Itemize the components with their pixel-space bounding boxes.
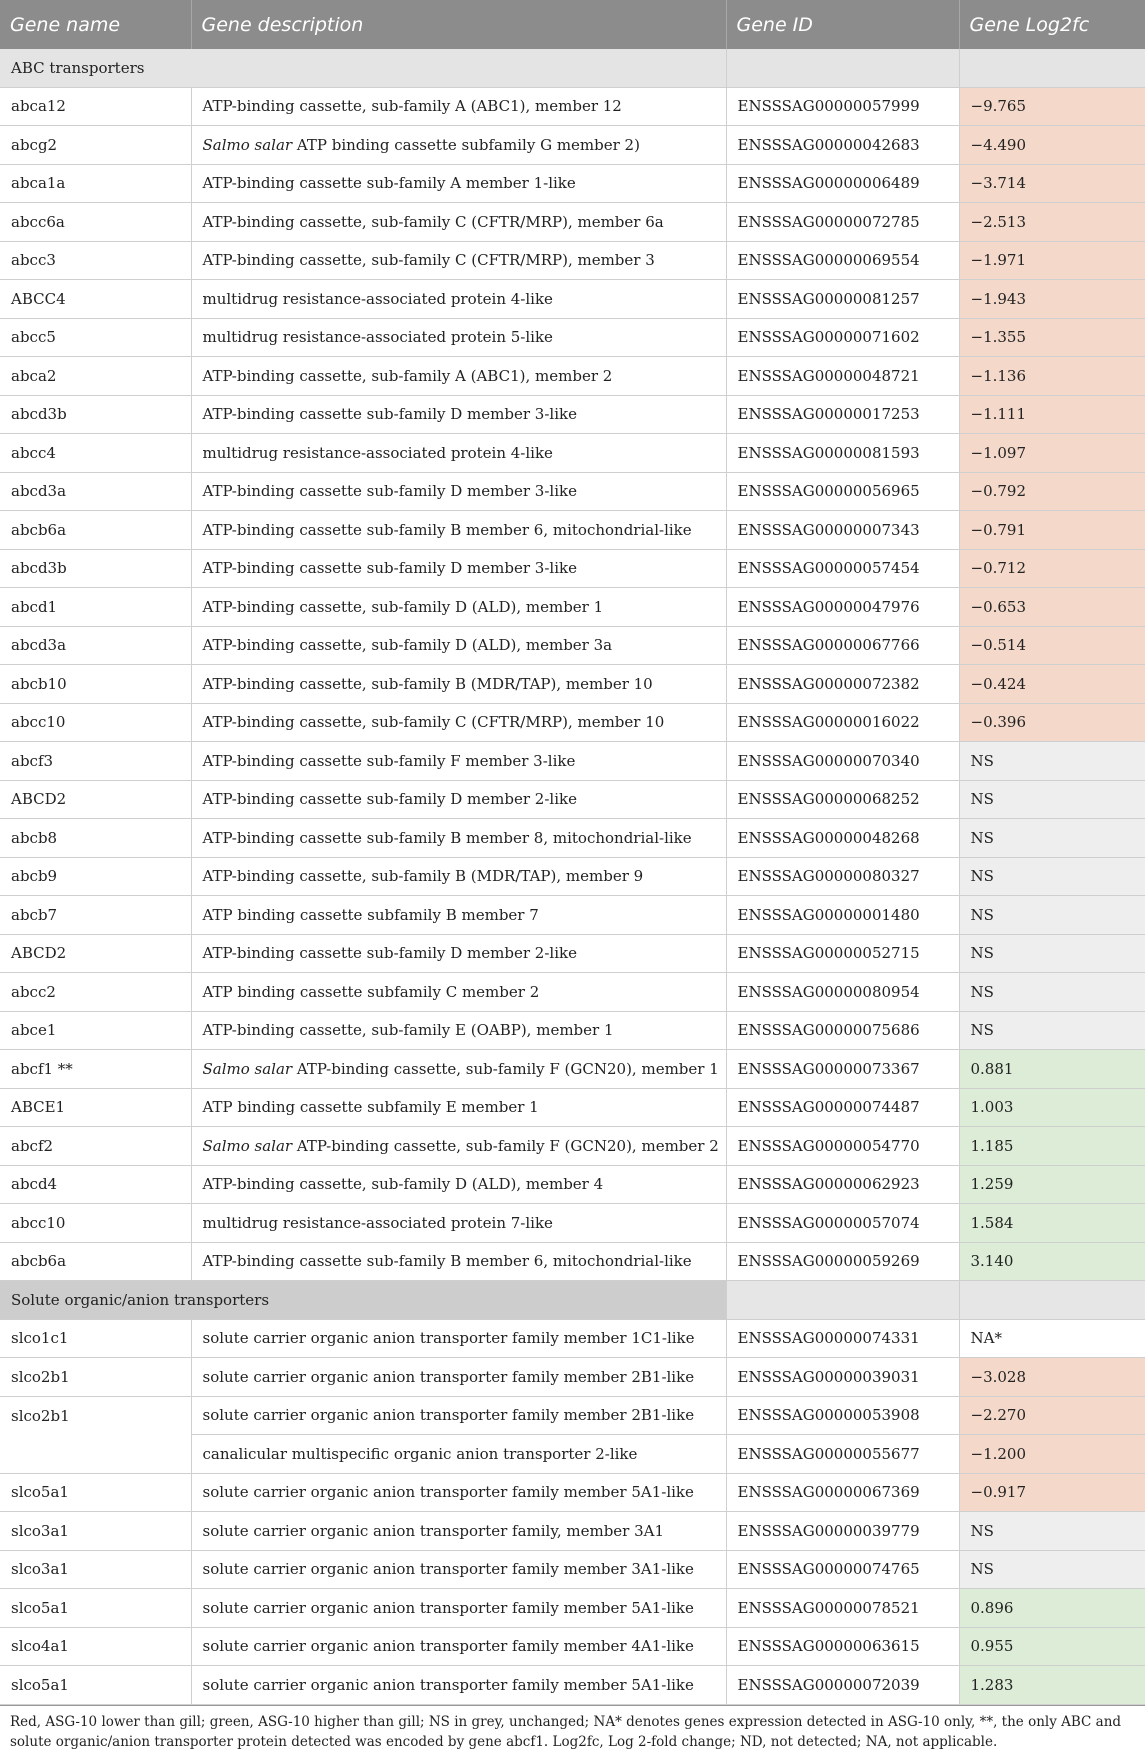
- gene-description-cell: solute carrier organic anion transporter family member 3A1-like: [191, 1550, 726, 1589]
- log2fc-cell: −0.396: [959, 703, 1145, 742]
- gene-name-cell: abcb10: [0, 665, 191, 704]
- log2fc-cell: −1.111: [959, 395, 1145, 434]
- table-row: [0, 1127, 1145, 1166]
- table-row: [0, 241, 1145, 280]
- table-row: [0, 434, 1145, 473]
- gene-name-cell: slco4a1: [0, 1627, 191, 1666]
- table-row: [0, 1435, 1145, 1474]
- gene-id-cell: ENSSSAG00000016022: [726, 703, 959, 742]
- table-row: [0, 1242, 1145, 1281]
- gene-description-cell: ATP-binding cassette sub-family D member 3-like: [191, 395, 726, 434]
- table-row: [0, 665, 1145, 704]
- gene-name-cell: slco2b1: [0, 1396, 191, 1435]
- log2fc-cell: −0.792: [959, 472, 1145, 511]
- gene-description-cell: ATP-binding cassette, sub-family A (ABC1), member 12: [191, 87, 726, 126]
- gene-description-cell: ATP-binding cassette sub-family B member 6, mitochondrial-like: [191, 511, 726, 550]
- gene-id-cell: ENSSSAG00000056965: [726, 472, 959, 511]
- log2fc-cell: NS: [959, 1011, 1145, 1050]
- log2fc-cell: 0.881: [959, 1050, 1145, 1089]
- gene-id-cell: ENSSSAG00000039031: [726, 1358, 959, 1397]
- gene-name-cell: abca2: [0, 357, 191, 396]
- gene-id-cell: ENSSSAG00000070340: [726, 742, 959, 781]
- log2fc-cell: 1.283: [959, 1666, 1145, 1705]
- table-row: [0, 934, 1145, 973]
- gene-description-cell: solute carrier organic anion transporter family member 5A1-like: [191, 1666, 726, 1705]
- gene-name-cell: abcc2: [0, 973, 191, 1012]
- log2fc-cell: −1.136: [959, 357, 1145, 396]
- gene-id-cell: ENSSSAG00000055677: [726, 1435, 959, 1474]
- table-row: [0, 395, 1145, 434]
- gene-name-cell: abcc6a: [0, 203, 191, 242]
- gene-name-cell: abcb6a: [0, 1242, 191, 1281]
- log2fc-cell: −1.097: [959, 434, 1145, 473]
- log2fc-cell: −1.355: [959, 318, 1145, 357]
- log2fc-cell: 1.003: [959, 1088, 1145, 1127]
- gene-id-cell: ENSSSAG00000057074: [726, 1204, 959, 1243]
- log2fc-cell: NS: [959, 973, 1145, 1012]
- table-row: [0, 549, 1145, 588]
- table-row: [0, 1088, 1145, 1127]
- gene-name-cell: abcb8: [0, 819, 191, 858]
- log2fc-cell: −3.028: [959, 1358, 1145, 1397]
- gene-id-cell: ENSSSAG00000074765: [726, 1550, 959, 1589]
- section-empty-cell: [726, 1281, 959, 1320]
- section-empty-cell: [959, 49, 1145, 87]
- log2fc-cell: −1.200: [959, 1435, 1145, 1474]
- gene-id-cell: ENSSSAG00000081593: [726, 434, 959, 473]
- gene-name-cell: abcc10: [0, 703, 191, 742]
- table-row: [0, 87, 1145, 126]
- table-row: [0, 511, 1145, 550]
- table-row: [0, 280, 1145, 319]
- log2fc-cell: −9.765: [959, 87, 1145, 126]
- log2fc-cell: −1.943: [959, 280, 1145, 319]
- gene-name-cell: slco2b1: [0, 1358, 191, 1397]
- log2fc-cell: −4.490: [959, 126, 1145, 165]
- gene-id-cell: ENSSSAG00000063615: [726, 1627, 959, 1666]
- gene-id-cell: ENSSSAG00000039779: [726, 1512, 959, 1551]
- gene-name-cell: ABCD2: [0, 780, 191, 819]
- gene-id-cell: ENSSSAG00000007343: [726, 511, 959, 550]
- log2fc-cell: NS: [959, 857, 1145, 896]
- table-row: [0, 588, 1145, 627]
- gene-id-cell: ENSSSAG00000017253: [726, 395, 959, 434]
- gene-name-cell: abcb7: [0, 896, 191, 935]
- gene-description-cell: ATP binding cassette subfamily B member 7: [191, 896, 726, 935]
- gene-name-cell: abcc3: [0, 241, 191, 280]
- gene-id-cell: ENSSSAG00000068252: [726, 780, 959, 819]
- log2fc-cell: −2.270: [959, 1396, 1145, 1435]
- table-row: [0, 1358, 1145, 1397]
- gene-description-cell: ATP-binding cassette, sub-family B (MDR/TAP), member 10: [191, 665, 726, 704]
- table-row: [0, 357, 1145, 396]
- gene-name-cell: ABCC4: [0, 280, 191, 319]
- table-row: [0, 203, 1145, 242]
- table-row: [0, 126, 1145, 165]
- gene-id-cell: ENSSSAG00000067369: [726, 1473, 959, 1512]
- log2fc-cell: 0.955: [959, 1627, 1145, 1666]
- gene-description-cell: solute carrier organic anion transporter family member 2B1-like: [191, 1358, 726, 1397]
- gene-name-cell: abcf3: [0, 742, 191, 781]
- gene-name-cell: slco5a1: [0, 1666, 191, 1705]
- log2fc-cell: 1.259: [959, 1165, 1145, 1204]
- gene-name-cell: slco5a1: [0, 1473, 191, 1512]
- gene-id-cell: ENSSSAG00000006489: [726, 164, 959, 203]
- gene-description-cell: ATP-binding cassette sub-family A member 1-like: [191, 164, 726, 203]
- log2fc-cell: NS: [959, 1512, 1145, 1551]
- gene-description-cell: ATP-binding cassette sub-family D member 2-like: [191, 780, 726, 819]
- log2fc-cell: −0.424: [959, 665, 1145, 704]
- gene-id-cell: ENSSSAG00000080327: [726, 857, 959, 896]
- log2fc-cell: −2.513: [959, 203, 1145, 242]
- species-name: Salmo salar: [202, 1059, 293, 1078]
- table-body: [0, 49, 1145, 1704]
- log2fc-cell: NS: [959, 780, 1145, 819]
- gene-id-cell: ENSSSAG00000042683: [726, 126, 959, 165]
- table-row: [0, 472, 1145, 511]
- gene-description-cell: multidrug resistance-associated protein 4-like: [191, 434, 726, 473]
- log2fc-cell: 1.584: [959, 1204, 1145, 1243]
- table-row: [0, 164, 1145, 203]
- gene-name-cell: slco3a1: [0, 1512, 191, 1551]
- table-footnote: Red, ASG-10 lower than gill; green, ASG-10 higher than gill; NS in grey, unchanged; NA* denotes genes expression detected in ASG-10 only, **, the only ABC and solute organic/anion transporter protein detected was encoded by gene abcf1. Log2fc, Log 2-fold change; ND, not detected; NA, not applicable.: [0, 1705, 1145, 1752]
- table-row: [0, 1473, 1145, 1512]
- gene-description-cell: [191, 126, 726, 165]
- log2fc-cell: NS: [959, 819, 1145, 858]
- header-gene-description: Gene description: [191, 0, 726, 49]
- gene-name-cell: abcc5: [0, 318, 191, 357]
- gene-name-cell: abcg2: [0, 126, 191, 165]
- gene-id-cell: ENSSSAG00000053908: [726, 1396, 959, 1435]
- table-row: [0, 1589, 1145, 1628]
- gene-description-cell: ATP-binding cassette, sub-family C (CFTR/MRP), member 6a: [191, 203, 726, 242]
- header-gene-name: Gene name: [0, 0, 191, 49]
- gene-description-cell: ATP-binding cassette sub-family D member 3-like: [191, 472, 726, 511]
- gene-name-cell: abcd3b: [0, 549, 191, 588]
- table-row: [0, 1550, 1145, 1589]
- species-name: Salmo salar: [202, 1136, 293, 1155]
- gene-description-cell: ATP-binding cassette, sub-family D (ALD), member 4: [191, 1165, 726, 1204]
- gene-name-cell: abcb6a: [0, 511, 191, 550]
- gene-name-cell: slco1c1: [0, 1319, 191, 1358]
- gene-id-cell: ENSSSAG00000057999: [726, 87, 959, 126]
- log2fc-cell: 1.185: [959, 1127, 1145, 1166]
- gene-name-cell: abcd1: [0, 588, 191, 627]
- table-row: [0, 819, 1145, 858]
- section-row: [0, 1281, 1145, 1320]
- table-row: [0, 1396, 1145, 1435]
- log2fc-cell: −0.712: [959, 549, 1145, 588]
- gene-name-cell: abcd3b: [0, 395, 191, 434]
- log2fc-cell: −0.514: [959, 626, 1145, 665]
- gene-name-cell: abcc4: [0, 434, 191, 473]
- section-title: Solute organic/anion transporters: [0, 1281, 726, 1320]
- gene-id-cell: ENSSSAG00000073367: [726, 1050, 959, 1089]
- table-row: [0, 1050, 1145, 1089]
- gene-description-cell: ATP-binding cassette sub-family D member 3-like: [191, 549, 726, 588]
- table-row: [0, 742, 1145, 781]
- gene-id-cell: ENSSSAG00000054770: [726, 1127, 959, 1166]
- gene-name-cell: abca12: [0, 87, 191, 126]
- log2fc-cell: NS: [959, 934, 1145, 973]
- table-row: [0, 1204, 1145, 1243]
- gene-description-cell: solute carrier organic anion transporter family member 5A1-like: [191, 1473, 726, 1512]
- gene-description-cell: ATP-binding cassette, sub-family C (CFTR/MRP), member 3: [191, 241, 726, 280]
- gene-name-cell: abcf1 **: [0, 1050, 191, 1089]
- gene-description-cell: ATP-binding cassette sub-family F member 3-like: [191, 742, 726, 781]
- gene-id-cell: ENSSSAG00000074487: [726, 1088, 959, 1127]
- table-row: [0, 1627, 1145, 1666]
- log2fc-cell: −0.917: [959, 1473, 1145, 1512]
- gene-id-cell: ENSSSAG00000052715: [726, 934, 959, 973]
- gene-description-cell: solute carrier organic anion transporter family member 4A1-like: [191, 1627, 726, 1666]
- gene-description-cell: ATP-binding cassette, sub-family B (MDR/TAP), member 9: [191, 857, 726, 896]
- gene-description-cell: multidrug resistance-associated protein 5-like: [191, 318, 726, 357]
- gene-id-cell: ENSSSAG00000069554: [726, 241, 959, 280]
- gene-description-cell: ATP-binding cassette, sub-family C (CFTR/MRP), member 10: [191, 703, 726, 742]
- gene-name-cell: abca1a: [0, 164, 191, 203]
- gene-id-cell: ENSSSAG00000080954: [726, 973, 959, 1012]
- log2fc-cell: 3.140: [959, 1242, 1145, 1281]
- gene-name-cell: abcd4: [0, 1165, 191, 1204]
- table-row: [0, 896, 1145, 935]
- gene-description-cell: ATP-binding cassette sub-family B member 6, mitochondrial-like: [191, 1242, 726, 1281]
- table-row: [0, 1165, 1145, 1204]
- gene-id-cell: ENSSSAG00000048721: [726, 357, 959, 396]
- gene-id-cell: ENSSSAG00000059269: [726, 1242, 959, 1281]
- log2fc-cell: 0.896: [959, 1589, 1145, 1628]
- gene-description-cell: ATP-binding cassette sub-family D member 2-like: [191, 934, 726, 973]
- gene-id-cell: ENSSSAG00000081257: [726, 280, 959, 319]
- description-text: ATP binding cassette subfamily G member 2): [292, 135, 640, 154]
- gene-id-cell: ENSSSAG00000057454: [726, 549, 959, 588]
- gene-id-cell: ENSSSAG00000001480: [726, 896, 959, 935]
- gene-name-cell: abce1: [0, 1011, 191, 1050]
- gene-name-cell: ABCD2: [0, 934, 191, 973]
- table-row: [0, 973, 1145, 1012]
- table-row: [0, 857, 1145, 896]
- gene-name-cell: [0, 1435, 191, 1474]
- gene-name-cell: abcd3a: [0, 472, 191, 511]
- gene-description-cell: solute carrier organic anion transporter family, member 3A1: [191, 1512, 726, 1551]
- gene-description-cell: multidrug resistance-associated protein 7-like: [191, 1204, 726, 1243]
- gene-description-cell: ATP binding cassette subfamily E member 1: [191, 1088, 726, 1127]
- description-text: ATP-binding cassette, sub-family F (GCN20), member 1: [292, 1059, 719, 1078]
- gene-description-cell: solute carrier organic anion transporter family member 1C1-like: [191, 1319, 726, 1358]
- gene-id-cell: ENSSSAG00000067766: [726, 626, 959, 665]
- log2fc-cell: NS: [959, 742, 1145, 781]
- table-header: [0, 0, 1145, 49]
- gene-description-cell: [191, 1127, 726, 1166]
- table-row: [0, 780, 1145, 819]
- section-row: [0, 49, 1145, 87]
- header-gene-log2fc: Gene Log2fc: [959, 0, 1145, 49]
- gene-id-cell: ENSSSAG00000047976: [726, 588, 959, 627]
- table-row: [0, 318, 1145, 357]
- gene-id-cell: ENSSSAG00000074331: [726, 1319, 959, 1358]
- gene-id-cell: ENSSSAG00000072382: [726, 665, 959, 704]
- gene-id-cell: ENSSSAG00000072039: [726, 1666, 959, 1705]
- section-empty-cell: [959, 1281, 1145, 1320]
- table-row: [0, 1011, 1145, 1050]
- gene-id-cell: ENSSSAG00000075686: [726, 1011, 959, 1050]
- log2fc-cell: −3.714: [959, 164, 1145, 203]
- gene-description-cell: ATP binding cassette subfamily C member 2: [191, 973, 726, 1012]
- gene-id-cell: ENSSSAG00000072785: [726, 203, 959, 242]
- gene-description-cell: ATP-binding cassette sub-family B member 8, mitochondrial-like: [191, 819, 726, 858]
- gene-description-cell: multidrug resistance-associated protein 4-like: [191, 280, 726, 319]
- gene-id-cell: ENSSSAG00000078521: [726, 1589, 959, 1628]
- gene-id-cell: ENSSSAG00000048268: [726, 819, 959, 858]
- gene-name-cell: abcd3a: [0, 626, 191, 665]
- gene-name-cell: abcb9: [0, 857, 191, 896]
- gene-description-cell: canalicular multispecific organic anion transporter 2-like: [191, 1435, 726, 1474]
- log2fc-cell: NA*: [959, 1319, 1145, 1358]
- header-gene-id: Gene ID: [726, 0, 959, 49]
- species-name: Salmo salar: [202, 135, 293, 154]
- gene-description-cell: ATP-binding cassette, sub-family D (ALD), member 1: [191, 588, 726, 627]
- gene-name-cell: ABCE1: [0, 1088, 191, 1127]
- gene-description-cell: ATP-binding cassette, sub-family A (ABC1), member 2: [191, 357, 726, 396]
- gene-description-cell: ATP-binding cassette, sub-family D (ALD), member 3a: [191, 626, 726, 665]
- log2fc-cell: −0.791: [959, 511, 1145, 550]
- table-row: [0, 703, 1145, 742]
- gene-name-cell: abcc10: [0, 1204, 191, 1243]
- table-row: [0, 1666, 1145, 1705]
- log2fc-cell: NS: [959, 1550, 1145, 1589]
- gene-name-cell: slco3a1: [0, 1550, 191, 1589]
- log2fc-cell: −1.971: [959, 241, 1145, 280]
- log2fc-cell: −0.653: [959, 588, 1145, 627]
- table-row: [0, 626, 1145, 665]
- gene-name-cell: abcf2: [0, 1127, 191, 1166]
- gene-description-cell: solute carrier organic anion transporter family member 5A1-like: [191, 1589, 726, 1628]
- gene-description-cell: ATP-binding cassette, sub-family E (OABP), member 1: [191, 1011, 726, 1050]
- gene-name-cell: slco5a1: [0, 1589, 191, 1628]
- description-text: ATP-binding cassette, sub-family F (GCN20), member 2: [292, 1136, 719, 1155]
- gene-description-cell: [191, 1050, 726, 1089]
- gene-id-cell: ENSSSAG00000071602: [726, 318, 959, 357]
- gene-description-cell: solute carrier organic anion transporter family member 2B1-like: [191, 1396, 726, 1435]
- log2fc-cell: NS: [959, 896, 1145, 935]
- table-row: [0, 1319, 1145, 1358]
- section-title: ABC transporters: [0, 49, 726, 87]
- gene-id-cell: ENSSSAG00000062923: [726, 1165, 959, 1204]
- table-row: [0, 1512, 1145, 1551]
- section-empty-cell: [726, 49, 959, 87]
